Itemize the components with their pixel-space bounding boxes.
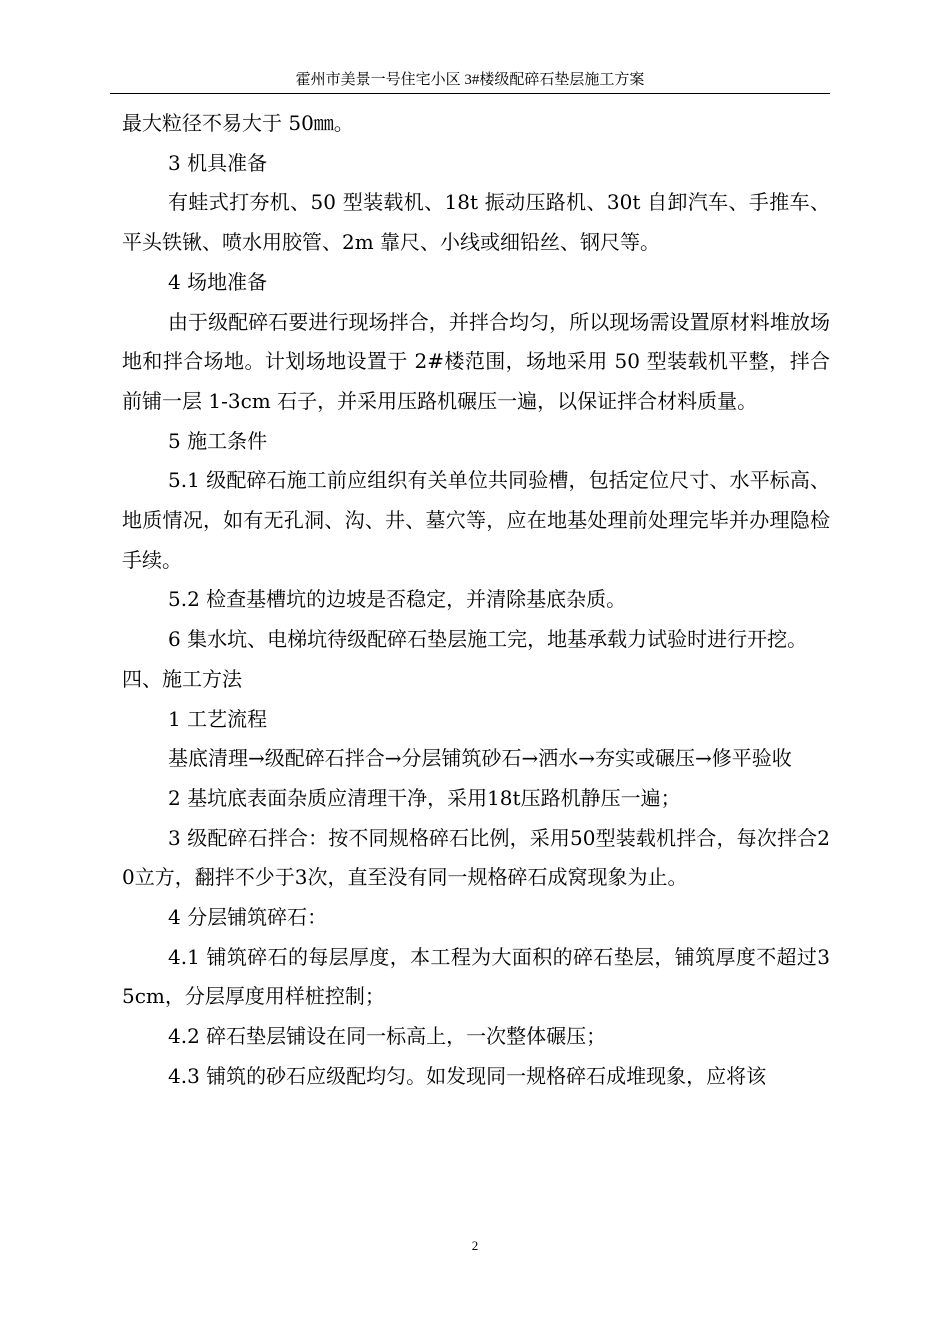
header-divider xyxy=(110,93,830,94)
paragraph: 5.2 检查基槽坑的边坡是否稳定，并清除基底杂质。 xyxy=(168,587,627,612)
page-number: 2 xyxy=(471,1238,479,1253)
paragraph: 4 分层铺筑碎石： xyxy=(168,905,328,930)
paragraph: 5.1 级配碎石施工前应组织有关单位共同验槽，包括定位尺寸、水平标高、地质情况，如有无孔洞、沟、井、墓穴等，应在地基处理前处理完毕并办理隐检手续。 xyxy=(122,468,830,572)
paragraph: 1 工艺流程 xyxy=(168,706,268,731)
paragraph: 6 集水坑、电梯坑待级配碎石垫层施工完，地基承载力试验时进行开挖。 xyxy=(168,627,808,652)
paragraph: 2 基坑底表面杂质应清理干净，采用18t压路机静压一遍； xyxy=(168,785,681,810)
page-header-title: 霍州市美景一号住宅小区 3#楼级配碎石垫层施工方案 xyxy=(295,72,645,88)
paragraph: 由于级配碎石要进行现场拌合，并拌合均匀，所以现场需设置原材料堆放场地和拌合场地。计划场地设置于 2#楼范围，场地采用 50 型装载机平整，拌合前铺一层 1-3cm 石子，并采用压路机碾压一遍，以保证拌合材料质量。 xyxy=(122,309,830,413)
paragraph: 3 机具准备 xyxy=(168,150,268,175)
paragraph: 4 场地准备 xyxy=(168,269,268,294)
paragraph: 4.1 铺筑碎石的每层厚度，本工程为大面积的碎石垫层，铺筑厚度不超过35cm，分层厚度用样桩控制； xyxy=(122,944,830,1009)
document-body xyxy=(122,104,830,1097)
paragraph: 有蛙式打夯机、50 型装载机、18t 振动压路机、30t 自卸汽车、手推车、平头铁锹、喷水用胶管、2m 靠尺、小线或细铅丝、钢尺等。 xyxy=(122,190,830,255)
paragraph: 最大粒径不易大于 50㎜。 xyxy=(122,111,354,135)
paragraph: 四、施工方法 xyxy=(122,666,242,691)
paragraph: 基底清理→级配碎石拌合→分层铺筑砂石→洒水→夯实或碾压→修平验收 xyxy=(168,746,792,771)
paragraph: 4.2 碎石垫层铺设在同一标高上，一次整体碾压； xyxy=(168,1024,607,1049)
paragraph: 3 级配碎石拌合：按不同规格碎石比例，采用50型装载机拌合，每次拌合20立方，翻拌不少于3次，直至没有同一规格碎石成窝现象为止。 xyxy=(122,825,830,890)
paragraph: 4.3 铺筑的砂石应级配均匀。如发现同一规格碎石成堆现象，应将该 xyxy=(168,1063,767,1088)
paragraph: 5 施工条件 xyxy=(168,428,268,453)
